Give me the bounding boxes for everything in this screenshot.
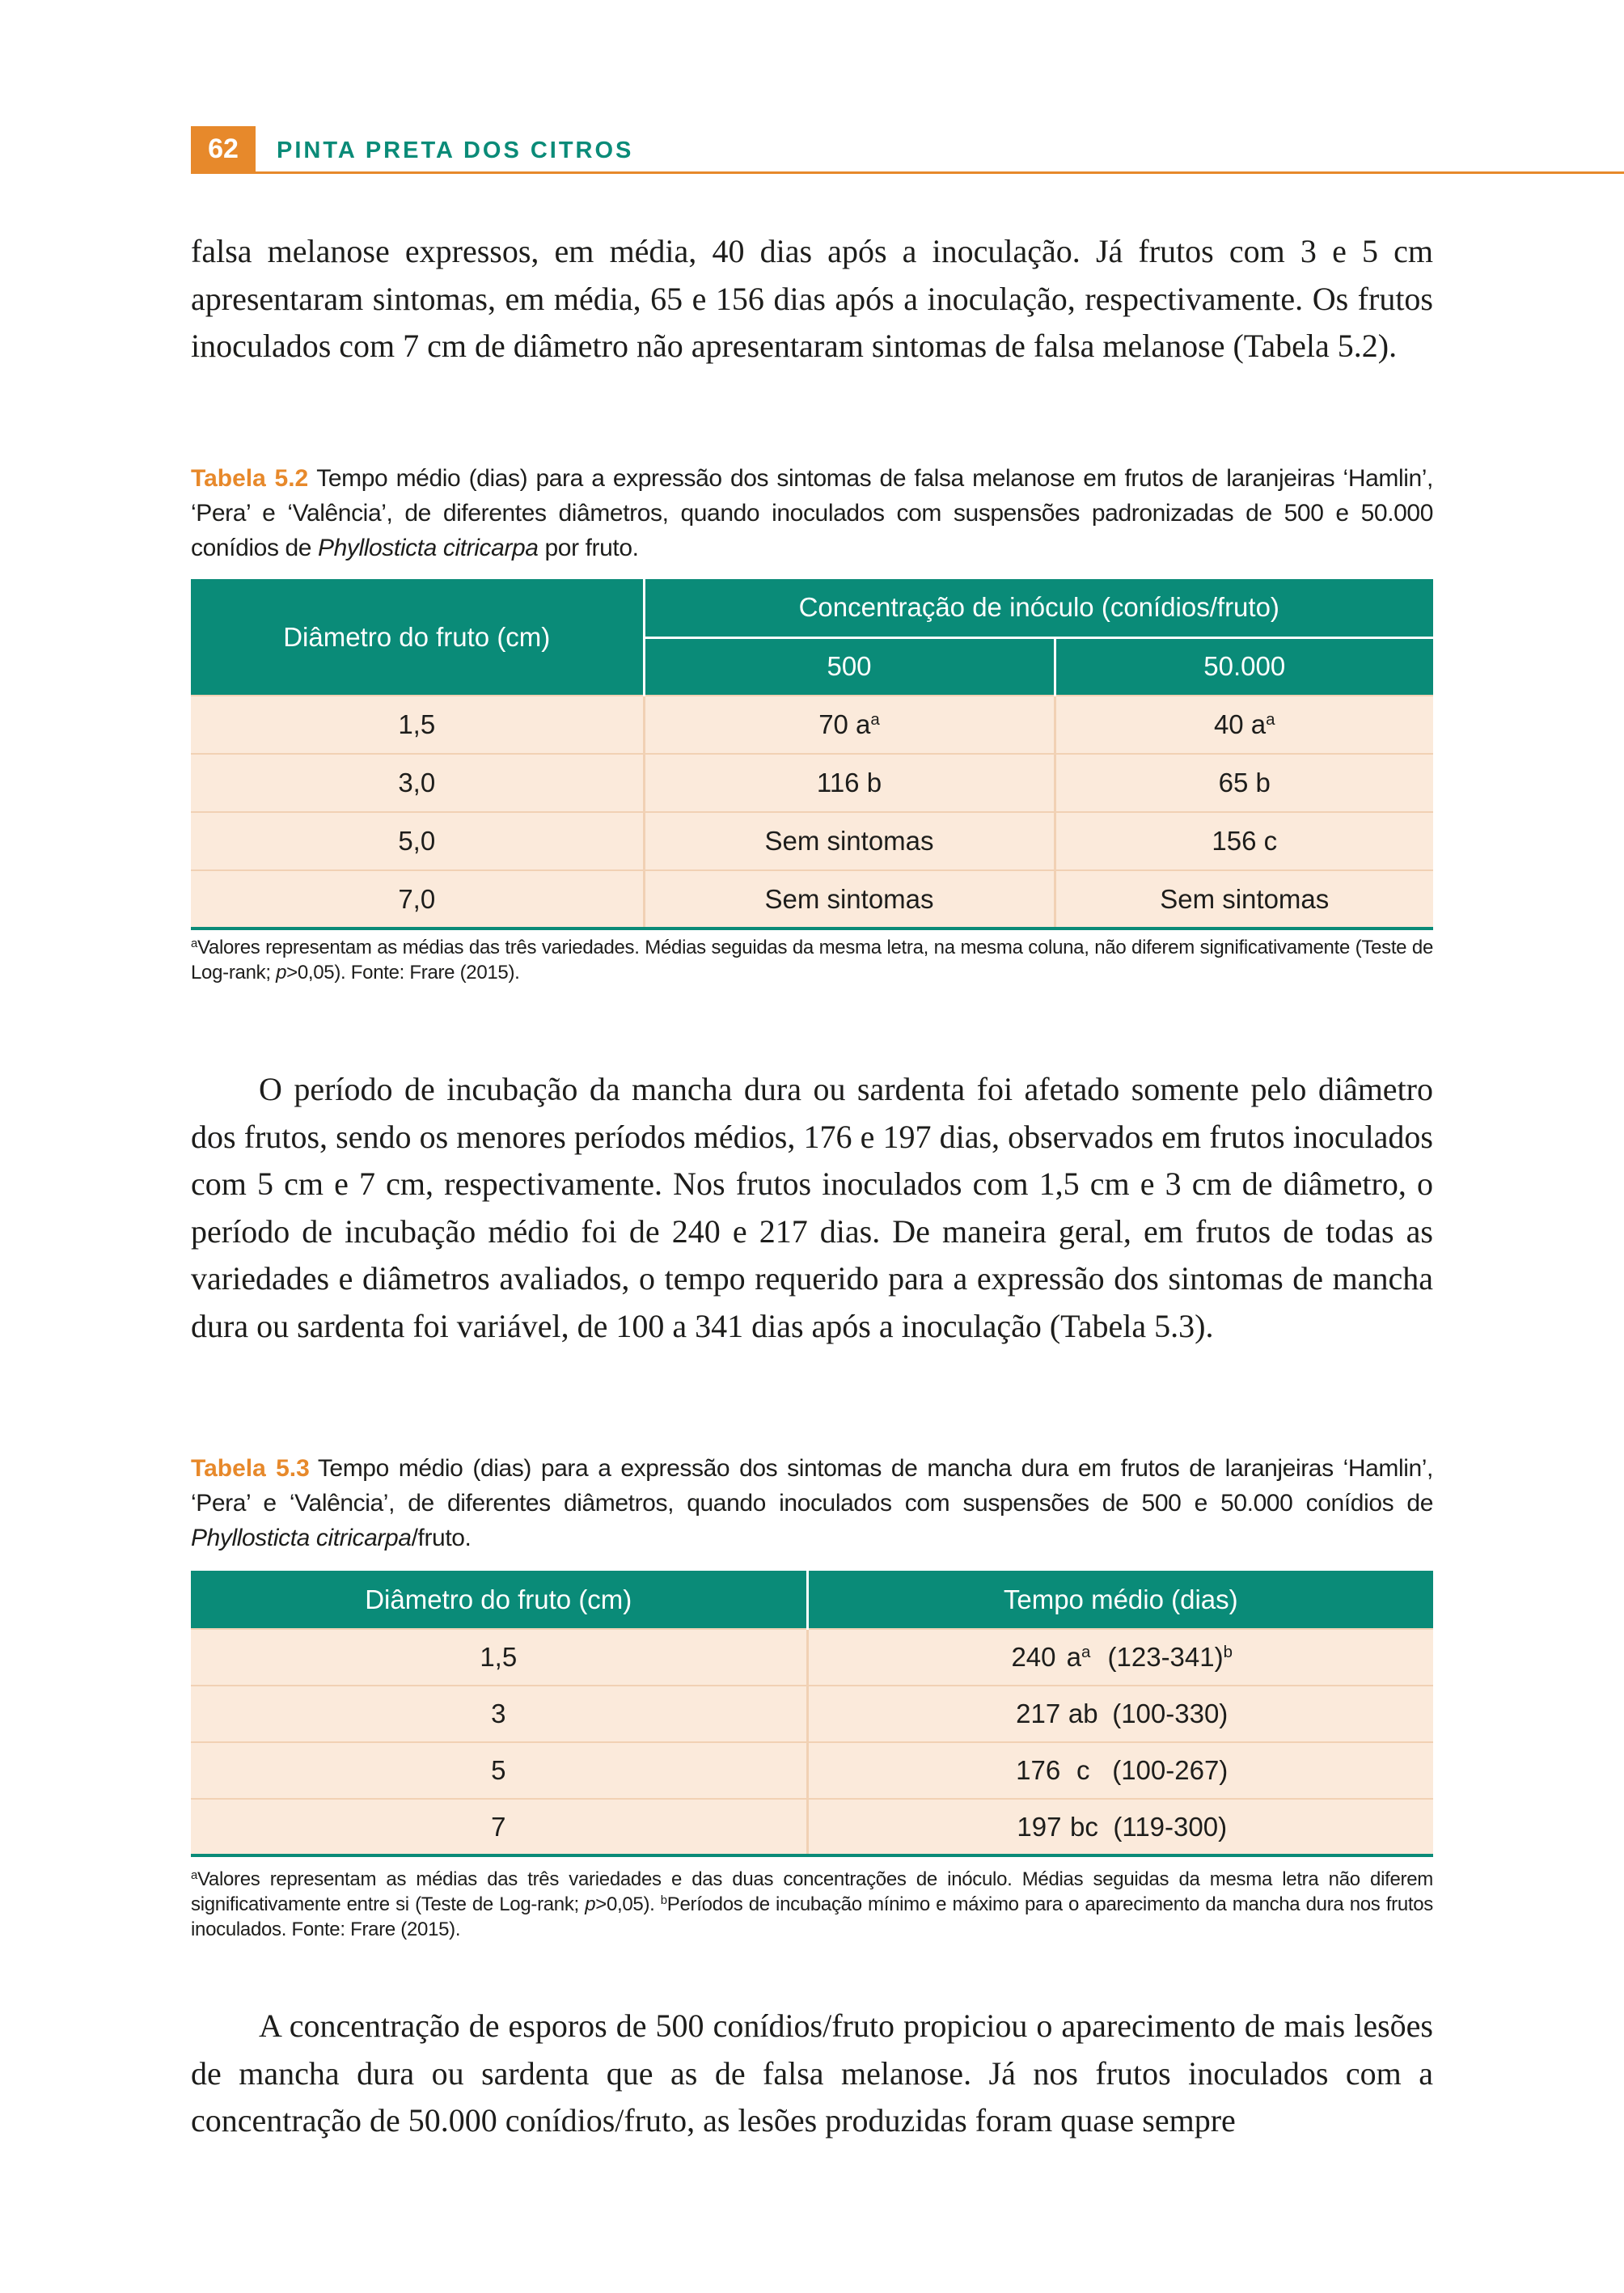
table-5-2-label: Tabela 5.2: [191, 465, 309, 492]
species-name: Phyllosticta citricarpa: [191, 1525, 412, 1551]
cell-50000: Sem sintomas: [1055, 870, 1433, 929]
cell-diameter: 3: [191, 1686, 807, 1742]
cell-diameter: 5,0: [191, 812, 644, 870]
cell-diameter: 7,0: [191, 870, 644, 929]
header-500: 500: [644, 637, 1055, 696]
species-name: Phyllosticta citricarpa: [317, 535, 539, 561]
cell-500: 116 b: [644, 754, 1055, 812]
page-number: 62: [191, 126, 256, 171]
running-header: [191, 126, 1624, 174]
table-5-2: [191, 579, 1433, 930]
header-concentration: Concentração de inóculo (conídios/fruto): [644, 579, 1433, 637]
table-row: [191, 1686, 1433, 1742]
cell-mean-time: 217 ab (100-330): [807, 1686, 1433, 1742]
header-50000: 50.000: [1055, 637, 1433, 696]
cell-500: Sem sintomas: [644, 812, 1055, 870]
table-row: [191, 1799, 1433, 1855]
table-row: [191, 1629, 1433, 1686]
header-mean-time: Tempo médio (dias): [807, 1571, 1433, 1629]
cell-50000: 40 $a^a$: [1055, 696, 1433, 754]
cell-diameter: 1,5: [191, 696, 644, 754]
table-row: [191, 1742, 1433, 1799]
cell-50000: 65 b: [1055, 754, 1433, 812]
paragraph-3: A concentração de esporos de 500 conídios/fruto propiciou o aparecimento de mais lesões de mancha dura ou sardenta que as de falsa melanose. Já nos frutos inoculados com a concentração de 50.000 conídios/fruto, as lesões produzidas foram quase sempre: [191, 2007, 1433, 2139]
table-row: [191, 696, 1433, 754]
caption-text-end: /fruto.: [411, 1525, 472, 1551]
table-5-2-caption: [191, 461, 1433, 565]
cell-500: Sem sintomas: [644, 870, 1055, 929]
paragraph-1: falsa melanose expressos, em média, 40 dias após a inoculação. Já frutos com 3 e 5 cm apresentaram sintomas, em média, 65 e 156 dias após a inoculação, respectivamente. Os frutos inoculados com 7 cm de diâmetro não apresentaram sintomas de falsa melanose (Tabela 5.2).: [191, 233, 1433, 364]
cell-mean-time: 197 bc (119-300): [807, 1799, 1433, 1855]
cell-500: 70 $a^a$: [644, 696, 1055, 754]
caption-text: Tempo médio (dias) para a expressão dos sintomas de mancha dura em frutos de laranjeiras ‘Hamlin’, ‘Pera’ e ‘Valência’, de diferentes diâmetros, quando inoculados com suspensões de 500 e 50.000 conídios de: [191, 1455, 1433, 1517]
cell-mean-time: 240 $a^a$ $(123-341)^b$: [807, 1629, 1433, 1686]
cell-diameter: 7: [191, 1799, 807, 1855]
cell-50000: 156 c: [1055, 812, 1433, 870]
header-diameter: Diâmetro do fruto (cm): [191, 579, 644, 696]
table-5-2-footnote: $^a$Valores representam as médias das três variedades. Médias seguidas da mesma letra, na mesma coluna, não diferem significativamente (Teste de Log-rank; p>0,05). Fonte: Frare (2015).: [191, 937, 1433, 984]
cell-diameter: 1,5: [191, 1629, 807, 1686]
table-row: [191, 754, 1433, 812]
table-5-3-label: Tabela 5.3: [191, 1455, 310, 1482]
table-row: [191, 870, 1433, 929]
table-5-3-caption: [191, 1451, 1433, 1555]
book-title: PINTA PRETA DOS CITROS: [277, 137, 634, 163]
table-5-3-footnote: $^a$Valores representam as médias das três variedades e das duas concentrações de inóculo. Médias seguidas da mesma letra não diferem significativamente entre si (Teste de Log-rank; p>0,05). $^b$Períodos de incubação mínimo e máximo para o aparecimento da mancha dura nos frutos inoculados. Fonte: Frare (2015).: [191, 1868, 1433, 1940]
caption-text: Tempo médio (dias) para a expressão dos sintomas de falsa melanose em frutos de laranjeiras ‘Hamlin’, ‘Pera’ e ‘Valência’, de diferentes diâmetros, quando inoculados com suspensões padronizadas de 500 e 50.000 conídios de: [191, 465, 1433, 561]
header-diameter: Diâmetro do fruto (cm): [191, 1571, 807, 1629]
table-5-3: [191, 1571, 1433, 1857]
cell-diameter: 5: [191, 1742, 807, 1799]
caption-text-end: por fruto.: [538, 535, 639, 561]
table-row: [191, 812, 1433, 870]
cell-mean-time: 176 c (100-267): [807, 1742, 1433, 1799]
paragraph-2: O período de incubação da mancha dura ou sardenta foi afetado somente pelo diâmetro dos frutos, sendo os menores períodos médios, 176 e 197 dias, observados em frutos inoculados com 5 cm e 7 cm, respectivamente. Nos frutos inoculados com 1,5 cm e 3 cm de diâmetro, o período de incubação médio foi de 240 e 217 dias. De maneira geral, em frutos de todas as variedades e diâmetros avaliados, o tempo requerido para a expressão dos sintomas de mancha dura ou sardenta foi variável, de 100 a 341 dias após a inoculação (Tabela 5.3).: [191, 1071, 1433, 1344]
cell-diameter: 3,0: [191, 754, 644, 812]
